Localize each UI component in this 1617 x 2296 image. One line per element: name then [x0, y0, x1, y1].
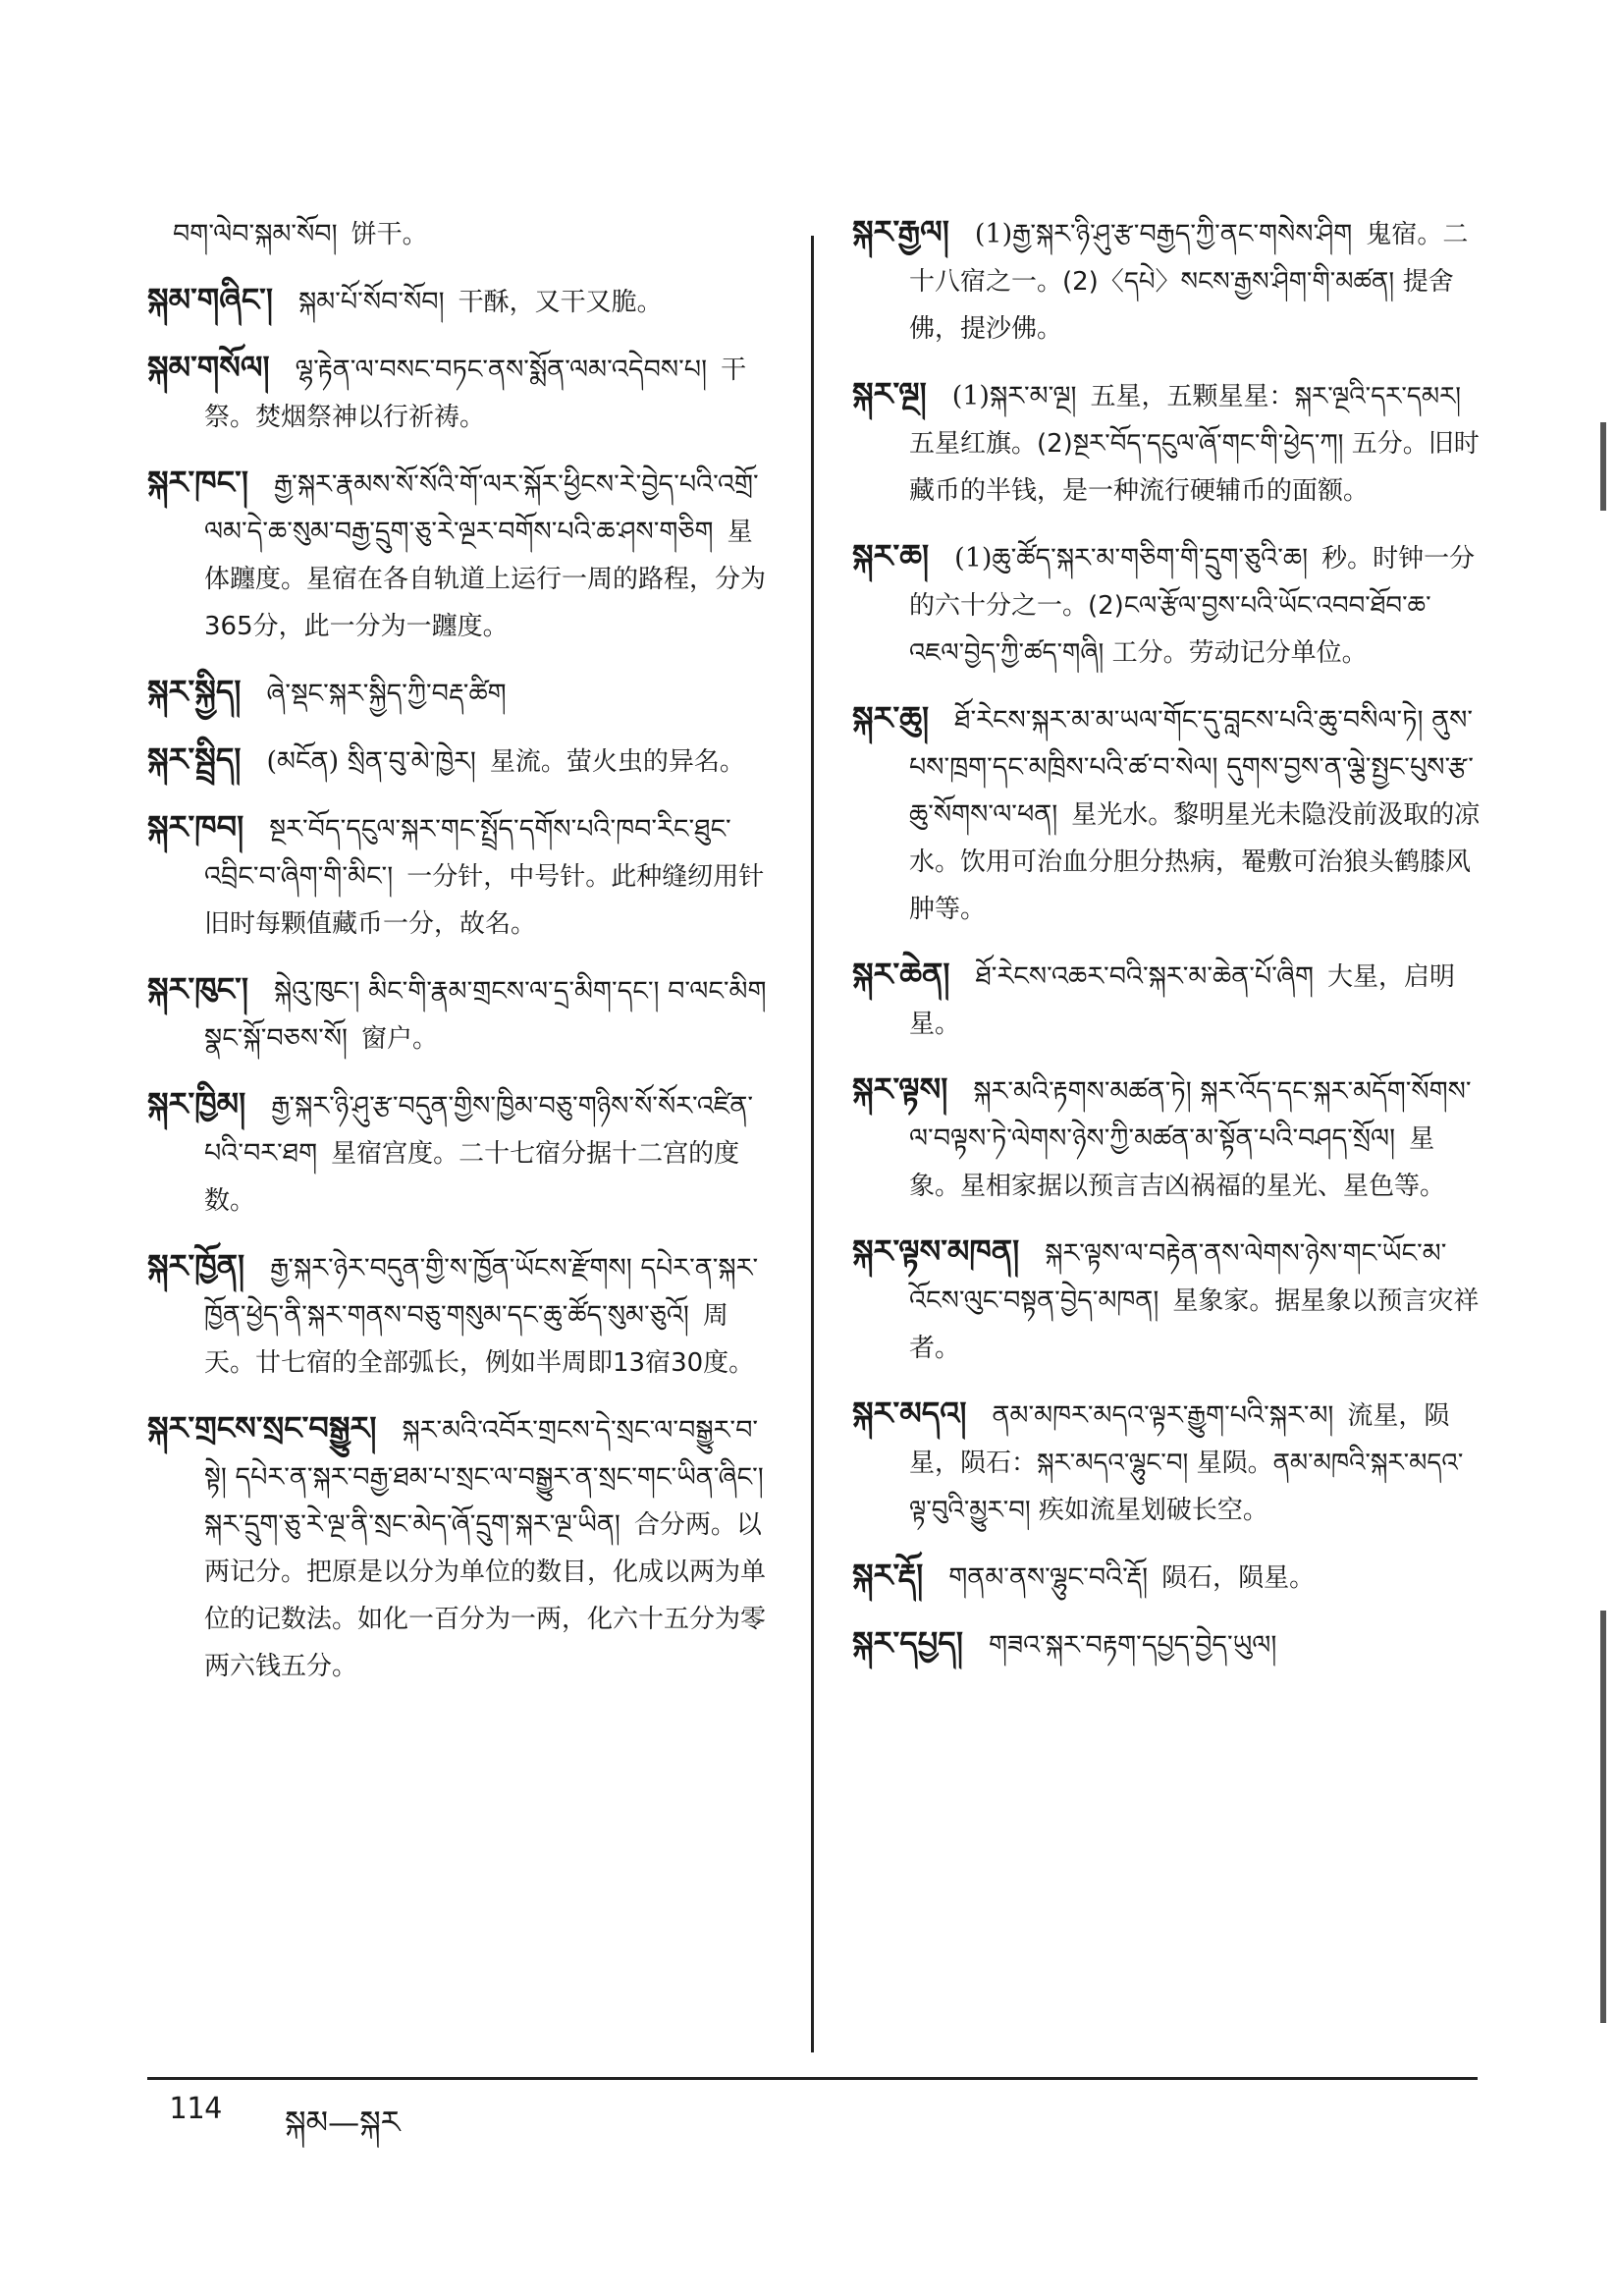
entry-chinese: 大星，启明星。 — [909, 962, 1456, 1039]
entry-tibetan: ནམ་མཁར་མདའ་ལྟར་རྒྱུག་པའི་སྐར་མ། — [992, 1400, 1334, 1431]
entry-headword: སྐམ་གཞིང་། — [147, 281, 274, 318]
dictionary-entry — [147, 1404, 776, 1690]
dictionary-entry — [852, 208, 1481, 353]
entry-chinese: 星象家。据星象以预言灾祥者。 — [909, 1286, 1480, 1363]
scan-edge-mark — [1600, 1611, 1606, 2023]
entry-tibetan: རྒྱ་སྐར་ཉེར་བདུན་གྱི་ས་ཁྱོན་ཡོངས་རྫོགས། དཔེར་ན་སྐར་ཁྱོན་ཕྱེད་ནི་སྐར་གནས་བཅུ་གསུམ་དང་ཆུ་ཚོད་སུམ་ཅུའོ། — [204, 1253, 759, 1331]
entry-tibetan: སྐར་ལྟས་ལ་བརྟེན་ནས་ལེགས་ཉེས་གང་ཡོང་མ་འོངས་ལུང་བསྟན་བྱེད་མཁན། — [909, 1238, 1447, 1316]
dictionary-entry — [147, 344, 776, 441]
entry-headword: སྐར་ལྟས། — [852, 1070, 948, 1108]
entry-headword: སྐར་དཔྱད། — [852, 1624, 963, 1662]
entry-chinese: 星光水。黎明星光未隐没前汲取的凉水。饮用可治血分胆分热病，罨敷可治狼头鹤膝风肿等。 — [909, 800, 1481, 924]
entry-headword: སྐར་ཁུང་། — [147, 970, 248, 1008]
entry-tibetan: རྒྱ་སྐར་རྣམས་སོ་སོའི་གོ་ལར་སྐོར་ཕྱིངས་རེ་བྱེད་པའི་འགྲོ་ལམ་དེ་ཆ་སུམ་བརྒྱ་དྲུག་ཅུ་རེ་ལྔར་བགོས་པའི་ཆ་ཤས་གཅིག — [204, 469, 759, 547]
scan-edge-mark — [1600, 422, 1606, 511]
entry-headword: སྐར་ཁྱིམ། — [147, 1085, 246, 1122]
entry-tibetan: ལྷ་རྟེན་ལ་བསང་བཏང་ནས་སྨོན་ལམ་འདེབས་པ། — [295, 355, 708, 385]
dictionary-entry — [147, 965, 776, 1063]
running-head: སྐམ—སྐར — [285, 2104, 401, 2141]
entry-chinese: 干酥，又干又脆。 — [458, 288, 663, 317]
dictionary-entry — [147, 736, 776, 786]
entry-chinese: 窗户。 — [360, 1024, 438, 1054]
entry-chinese: 星宿宫度。二十七宿分据十二宫的度数。 — [204, 1139, 740, 1216]
entry-headword: སྐར་ཆེན། — [852, 956, 950, 993]
entry-tibetan: སྐེའུ་ཁུང་། མིང་གི་རྣམ་གྲངས་ལ་དྲ་མིག་དང་། བ་ལང་མིག སྣང་སྐོ་བཅས་སོ། — [204, 976, 767, 1054]
entry-chinese: 陨石，陨星。 — [1161, 1563, 1316, 1593]
entry-headword: སྐར་ཆ། — [852, 537, 930, 574]
dictionary-entry — [852, 1390, 1481, 1534]
entry-chinese-extra: 提舍佛，提沙佛。 — [909, 267, 1454, 344]
dictionary-entry — [147, 1080, 776, 1225]
dictionary-entry — [147, 276, 776, 326]
entry-tibetan: (1)རྒྱ་སྐར་ཉི་ཤུ་རྩ་བརྒྱད་ཀྱི་ནང་གསེས་ཤིག — [974, 219, 1353, 249]
footer-rule — [147, 2077, 1478, 2080]
entry-tibetan: སྐམ་པོ་སོབ་སོབ། — [298, 287, 445, 317]
entry-headword: སྐམ་གསོལ། — [147, 349, 270, 386]
entry-headword: སྐར་སྦྲིད། — [147, 740, 242, 778]
entry-tibetan: རྒྱ་སྐར་ཉི་ཤུ་རྩ་བདུན་གྱིས་ཁྱིམ་བཅུ་གཉིས་སོ་སོར་འཛིན་པའི་བར་ཐག — [204, 1091, 754, 1169]
entry-chinese: 鬼宿。二十八宿之一。(2)〈དཔེ〉སངས་རྒྱས་ཤིག་གི་མཚན། — [909, 220, 1469, 297]
dictionary-entry — [852, 1228, 1481, 1372]
dictionary-entry — [852, 1552, 1481, 1602]
right-column — [852, 208, 1481, 1687]
entry-tibetan: (མངོན) སྲིན་བུ་མེ་ཁྱེར། — [266, 746, 476, 777]
entry-headword: སྐར་གྲངས་སྲང་བསྒྱུར། — [147, 1409, 377, 1447]
entry-headword: སྐར་ཆུ། — [852, 699, 930, 737]
entry-tibetan: སྔར་བོད་དངུལ་སྐར་གང་སྤྲོད་དགོས་པའི་ཁབ་རིང་ཐུང་འབྲིང་བ་ཞིག་གི་མིང་། — [204, 814, 731, 892]
entry-tibetan: ཐོ་རེངས་སྐར་མ་མ་ཡལ་གོང་དུ་བླངས་པའི་ཆུ་བསིལ་ཏེ། ནུས་པས་ཁྲག་དང་མཁྲིས་པའི་ཚ་བ་སེལ། དུགས་བྱས་ན་ལྕེ་སྤྱང་པུས་རྩ་ཆུ་སོགས་ལ་ཕན། — [909, 705, 1474, 830]
dictionary-entry — [147, 668, 776, 718]
entry-headword: སྐར་ཁང་། — [147, 464, 248, 501]
entry-chinese: 星体躔度。星宿在各自轨道上运行一周的路程，分为365分，此一分为一躔度。 — [204, 518, 767, 641]
dictionary-entry — [852, 694, 1481, 933]
entry-chinese: 星象。星相家据以预言吉凶祸福的星光、星色等。 — [909, 1124, 1446, 1201]
dictionary-entry — [147, 459, 776, 650]
entry-chinese: 五星，五颗星星：སྐར་ལྔའི་དར་དམར། 五星红旗。(2)སྔར་བོད་དངུལ་ཞོ་གང་གི་ཕྱེད་ཀ། 五分。旧时藏币的半钱，是一种流行硬辅币的面额。 — [909, 382, 1480, 506]
entry-tibetan: ཐོ་རེངས་འཆར་བའི་སྐར་མ་ཆེན་པོ་ཞིག — [975, 961, 1314, 992]
entry-headword: སྐར་ལྔ། — [852, 375, 927, 412]
dictionary-entry — [852, 370, 1481, 515]
dictionary-entry — [852, 1619, 1481, 1669]
entry-chinese: 周天。廿七宿的全部弧长，例如半周即13宿30度。 — [204, 1301, 755, 1378]
column-divider — [811, 236, 814, 2052]
entry-chinese: 干祭。焚烟祭神以行祈祷。 — [204, 355, 747, 432]
entry-tibetan: (1)ཆུ་ཚོད་སྐར་མ་གཅིག་གི་དྲུག་ཅུའི་ཆ། — [954, 543, 1309, 574]
entry-chinese: 星流。萤火虫的异名。 — [489, 747, 745, 777]
entry-headword: སྐར་ལྟས་མཁན། — [852, 1232, 1020, 1270]
dictionary-entry — [852, 532, 1481, 677]
dictionary-entry — [852, 1066, 1481, 1210]
entry-headword: སྐར་ཁྱོན། — [147, 1247, 245, 1285]
dictionary-entry — [852, 951, 1481, 1048]
entry-chinese: 流星，陨星，陨石：སྐར་མདའ་ལྷུང་བ། 星陨。ནམ་མཁའི་སྐར་མདའ་ལྟ་བུའི་མྱུར་བ། 疾如流星划破长空。 — [909, 1401, 1464, 1525]
entry-tibetan: གནམ་ནས་ལྷུང་བའི་རྡོ། — [948, 1562, 1149, 1593]
entry-chinese: 饼干。 — [350, 220, 428, 249]
entry-tibetan: སྐར་མའི་རྟགས་མཚན་ཏེ། སྐར་འོད་དང་སྐར་མདོག་སོགས་ལ་བལྟས་ཏེ་ལེགས་ཉེས་ཀྱི་མཚན་མ་སྟོན་པའི་བཤད་སྲོལ། — [909, 1076, 1472, 1154]
entry-tibetan: གཟའ་སྐར་བརྟག་དཔྱད་བྱེད་ཡུལ། — [988, 1630, 1277, 1661]
entry-tibetan: སྐར་མའི་འབོར་གྲངས་དེ་སྲང་ལ་བསྒྱུར་བ་སྟེ། དཔེར་ན་སྐར་བརྒྱ་ཐམ་པ་སྲང་ལ་བསྒྱུར་ན་སྲང་གང་ཡིན་ཞིང་། སྐར་དྲུག་ཅུ་རེ་ལྔ་ནི་སྲང་མེད་ཞོ་དྲུག་སྐར་ལྔ་ཡིན། — [204, 1415, 764, 1540]
entry-chinese: 秒。时钟一分的六十分之一。(2)ངལ་རྩོལ་བྱས་པའི་ཡོང་འབབ་ཐོབ་ཆ་འཇལ་བྱེད་ཀྱི་ཚད་གཞི། 工分。劳动记分单位。 — [909, 544, 1476, 668]
entry-tibetan: (1)སྐར་མ་ལྔ། — [951, 381, 1077, 411]
entry-chinese: 合分两。以两记分。把原是以分为单位的数目，化成以两为单位的记数法。如化一百分为一两，化六十五分为零两六钱五分。 — [204, 1510, 767, 1681]
page-number: 114 — [169, 2092, 223, 2126]
entry-headword: སྐར་རྒྱལ། — [852, 213, 949, 250]
entry-headword: སྐར་མདའ། — [852, 1394, 967, 1432]
entry-headword: སྐར་རྡོ། — [852, 1557, 924, 1594]
dictionary-entry — [147, 208, 776, 258]
entry-tibetan: བག་ལེབ་སྐམ་སོབ། — [173, 219, 338, 249]
left-column — [147, 208, 776, 1708]
entry-tibetan: ཞེ་སྡང་སྐར་སྐྱིད་ཀྱི་བརྡ་ཚིག — [266, 679, 507, 709]
entry-headword: སྐར་སྐྱིད། — [147, 673, 242, 710]
dictionary-entry — [147, 1242, 776, 1387]
dictionary-entry — [147, 803, 776, 948]
entry-chinese: 一分针，中号针。此种缝纫用针旧时每颗值藏币一分，故名。 — [204, 862, 765, 939]
entry-headword: སྐར་ཁབ། — [147, 808, 244, 846]
